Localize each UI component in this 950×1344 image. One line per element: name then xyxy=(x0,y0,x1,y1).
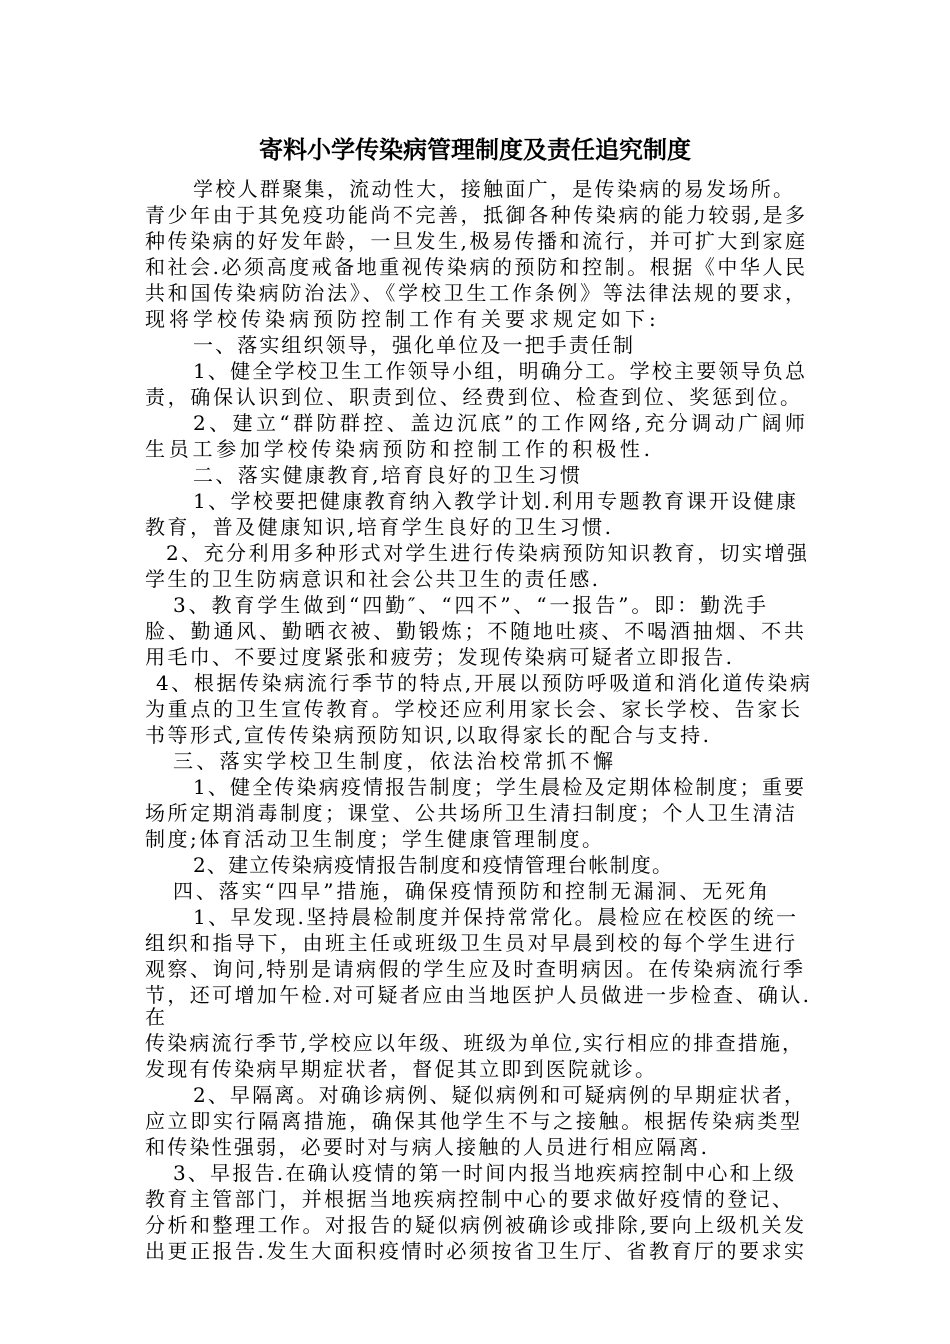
paragraph-line: 出更正报告.发生大面积疫情时必须按省卫生厅、省教育厅的要求实 xyxy=(145,1239,807,1263)
paragraph-line: 为重点的卫生宣传教育。学校还应利用家长会、家长学校、告家长 xyxy=(145,697,803,721)
paragraph-line: 发现有传染病早期症状者，督促其立即到医院就诊。 xyxy=(145,1057,658,1081)
paragraph-line: 书等形式,宣传传染病预防知识,以取得家长的配合与支持. xyxy=(145,723,712,747)
paragraph-line: 2、建立传染病疫情报告制度和疫情管理台帐制度。 xyxy=(193,853,674,877)
paragraph-line: 3、早报告.在确认疫情的第一时间内报当地疾病控制中心和上级 xyxy=(173,1161,797,1185)
paragraph-line: 四、落实“四早”措施，确保疫情预防和控制无漏洞、无死角 xyxy=(173,879,771,903)
paragraph-line: 和传染性强弱，必要时对与病人接触的人员进行相应隔离. xyxy=(145,1135,710,1159)
paragraph-line: 1、健全学校卫生工作领导小组，明确分工。学校主要领导负总 xyxy=(193,359,808,383)
paragraph-line: 应立即实行隔离措施，确保其他学生不与之接触。根据传染病类型 xyxy=(145,1109,803,1133)
document-title: 寄料小学传染病管理制度及责任追究制度 xyxy=(259,135,691,164)
paragraph-line: 脸、勤通风、勤晒衣被、勤锻炼；不随地吐痰、不喝酒抽烟、不共 xyxy=(145,619,807,643)
paragraph-line: 二、落实健康教育,培育良好的卫生习惯 xyxy=(193,463,583,487)
paragraph-line: 青少年由于其免疫功能尚不完善，抵御各种传染病的能力较弱,是多 xyxy=(145,203,808,227)
paragraph-line: 责，确保认识到位、职责到位、经费到位、检查到位、奖惩到位。 xyxy=(145,385,803,409)
paragraph-line: 三、落实学校卫生制度，依法治校常抓不懈 xyxy=(173,749,617,773)
paragraph-line: 教育，普及健康知识,培育学生良好的卫生习惯. xyxy=(145,515,614,539)
paragraph-line: 教育主管部门，并根据当地疾病控制中心的要求做好疫情的登记、 xyxy=(145,1187,795,1211)
paragraph-line: 分析和整理工作。对报告的疑似病例被确诊或排除,要向上级机关发 xyxy=(145,1213,807,1237)
paragraph-line: 2、充分利用多种形式对学生进行传染病预防知识教育，切实增强 xyxy=(166,541,810,565)
paragraph-line: 传染病流行季节,学校应以年级、班级为单位,实行相应的排查措施， xyxy=(145,1031,805,1055)
paragraph-line: 学校人群聚集，流动性大，接触面广，是传染病的易发场所。 xyxy=(193,177,796,201)
paragraph-line: 场所定期消毒制度；课堂、公共场所卫生清扫制度；个人卫生清洁 xyxy=(145,801,798,825)
paragraph-line: 组织和指导下，由班主任或班级卫生员对早晨到校的每个学生进行 xyxy=(145,931,798,955)
paragraph-line: 制度;体育活动卫生制度；学生健康管理制度。 xyxy=(145,827,605,851)
paragraph-line: 4、根据传染病流行季节的特点,开展以预防呼吸道和消化道传染病 xyxy=(156,671,813,695)
paragraph-line: 学生的卫生防病意识和社会公共卫生的责任感. xyxy=(145,567,601,591)
paragraph-line: 和社会.必须高度戒备地重视传染病的预防和控制。根据《中华人民 xyxy=(145,255,808,279)
paragraph-line: 生员工参加学校传染病预防和控制工作的积极性. xyxy=(145,437,654,461)
paragraph-line: 现将学校传染病预防控制工作有关要求规定如下: xyxy=(145,307,660,331)
paragraph-line: 1、学校要把健康教育纳入教学计划.利用专题教育课开设健康 xyxy=(193,489,799,513)
paragraph-line: 在 xyxy=(145,1005,165,1029)
paragraph-line: 共和国传染病防治法》、《学校卫生工作条例》等法律法规的要求， xyxy=(145,281,808,305)
paragraph-line: 观察、询问,特别是请病假的学生应及时查明病因。在传染病流行季 xyxy=(145,957,806,981)
paragraph-line: 1、健全传染病疫情报告制度；学生晨检及定期体检制度；重要 xyxy=(193,775,807,799)
paragraph-line: 2、早隔离。对确诊病例、疑似病例和可疑病例的早期症状者， xyxy=(193,1083,807,1107)
paragraph-line: 节，还可增加午检.对可疑者应由当地医护人员做进一步检查、确认. xyxy=(145,983,812,1007)
paragraph-line: 2、建立“群防群控、盖边沉底”的工作网络,充分调动广阔师 xyxy=(193,411,809,435)
paragraph-line: 种传染病的好发年龄，一旦发生,极易传播和流行，并可扩大到家庭 xyxy=(145,229,808,253)
paragraph-line: 一、落实组织领导，强化单位及一把手责任制 xyxy=(193,333,636,357)
paragraph-line: 3、教育学生做到“四勤″、“四不”、“一报告”。即：勤洗手 xyxy=(173,593,769,617)
paragraph-line: 1、早发现.坚持晨检制度并保持常常化。晨检应在校医的统一 xyxy=(193,905,799,929)
paragraph-line: 用毛巾、不要过度紧张和疲劳；发现传染病可疑者立即报告. xyxy=(145,645,735,669)
